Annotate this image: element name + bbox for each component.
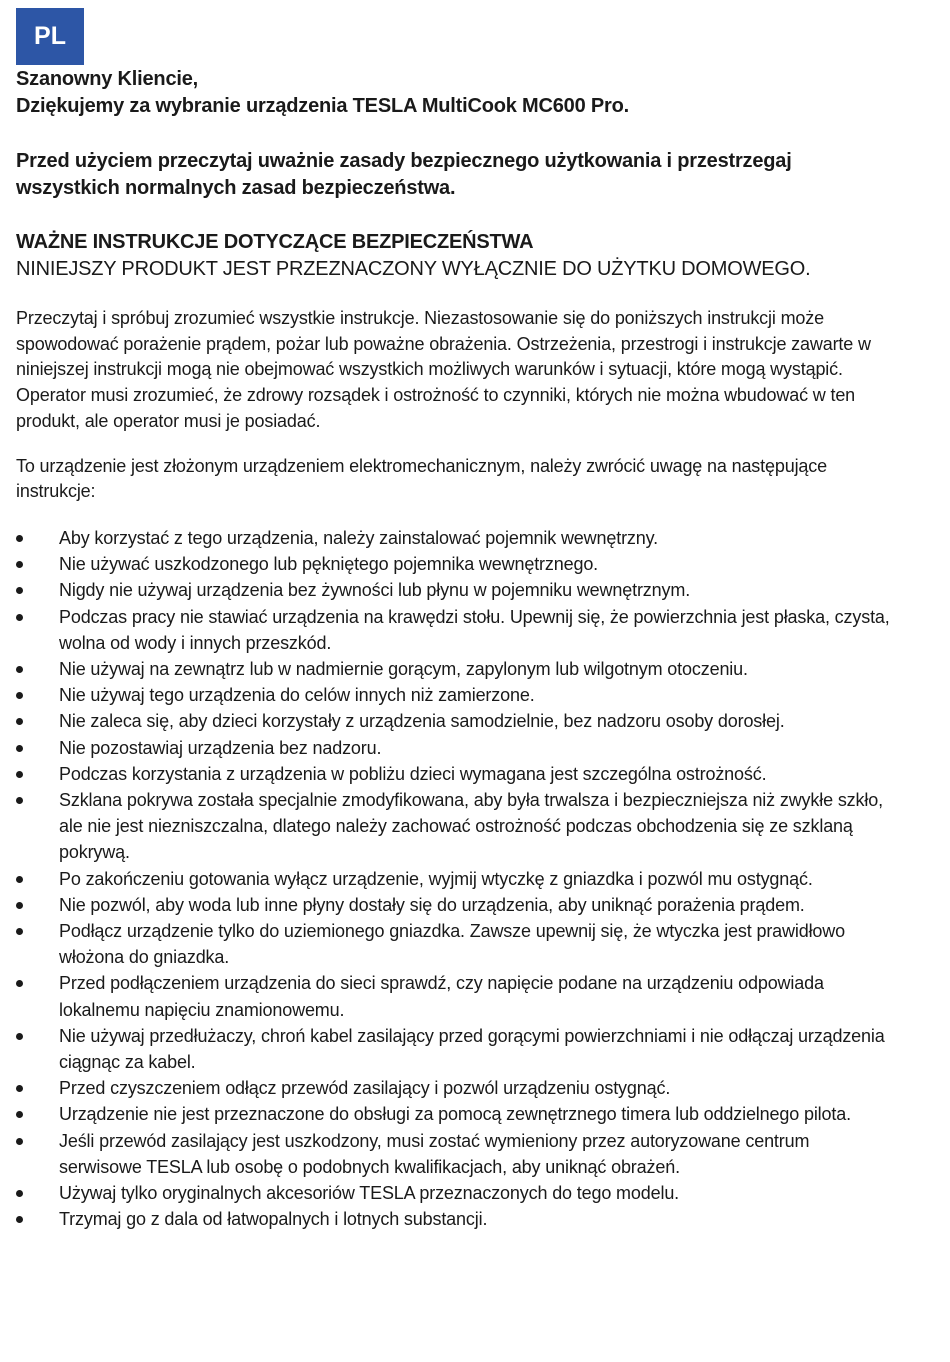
list-item-text: Nie zaleca się, aby dzieci korzystały z urządzenia samodzielnie, bez nadzoru osoby dorosłej. xyxy=(59,711,785,732)
list-item-text: Trzymaj go z dala od łatwopalnych i lotnych substancji. xyxy=(59,1209,488,1230)
list-item xyxy=(16,761,896,787)
list-item xyxy=(16,735,896,761)
list-item-text: Nie pozostawiaj urządzenia bez nadzoru. xyxy=(59,737,382,758)
list-item-text: Przed podłączeniem urządzenia do sieci sprawdź, czy napięcie podane na urządzeniu odpowiada lokalnemu napięciu znamionowemu. xyxy=(59,973,824,1020)
list-item xyxy=(16,1101,896,1127)
list-item-text: Nigdy nie używaj urządzenia bez żywności lub płynu w pojemniku wewnętrznym. xyxy=(59,580,691,601)
language-badge: PL xyxy=(16,8,84,65)
list-item-text: Nie pozwól, aby woda lub inne płyny dostały się do urządzenia, aby uniknąć porażenia prądem. xyxy=(59,894,805,915)
bullet-icon xyxy=(16,1138,23,1145)
bullet-icon xyxy=(16,1216,23,1223)
bullet-icon xyxy=(16,928,23,935)
bullet-icon xyxy=(16,876,23,883)
list-item xyxy=(16,1206,896,1232)
list-item xyxy=(16,1180,896,1206)
list-item-text: Nie używaj na zewnątrz lub w nadmiernie gorącym, zapylonym lub wilgotnym otoczeniu. xyxy=(59,658,748,679)
greeting xyxy=(16,66,896,120)
greeting-salutation: Szanowny Kliencie, xyxy=(16,68,199,90)
list-item-text: Nie używaj przedłużaczy, chroń kabel zasilający przed gorącymi powierzchniami i nie odłączaj urządzenia ciągnąc za kabel. xyxy=(59,1025,885,1072)
list-item xyxy=(16,708,896,734)
list-item-text: Aby korzystać z tego urządzenia, należy zainstalować pojemnik wewnętrzny. xyxy=(59,527,659,548)
bullet-icon xyxy=(16,666,23,673)
bullet-icon xyxy=(16,587,23,594)
greeting-thanks: Dziękujemy za wybranie urządzenia TESLA MultiCook MC600 Pro. xyxy=(16,95,629,117)
bullet-icon xyxy=(16,692,23,699)
instructions-paragraph: Przeczytaj i spróbuj zrozumieć wszystkie instrukcje. Niezastosowanie się do poniższych instrukcji może spowodować porażenie prądem, pożar lub poważne obrażenia. Ostrzeżenia, przestrogi i instrukcje zawarte w niniejszej instrukcji mogą nie obejmować wszystkich możliwych warunków i sytuacji, które mogą wystąpić. Operator musi zrozumieć, że zdrowy rozsądek i ostrożność to czynniki, których nie można wbudować w ten produkt, ale operator musi je posiadać. xyxy=(16,308,871,431)
bullet-icon xyxy=(16,718,23,725)
bullet-icon xyxy=(16,535,23,542)
list-item xyxy=(16,682,896,708)
list-item xyxy=(16,551,896,577)
bullet-icon xyxy=(16,902,23,909)
intro-text: Przed użyciem przeczytaj uważnie zasady bezpiecznego użytkowania i przestrzegaj wszystkich normalnych zasad bezpieczeństwa. xyxy=(16,150,792,199)
list-item xyxy=(16,970,896,1022)
list-item xyxy=(16,1023,896,1075)
device-paragraph: To urządzenie jest złożonym urządzeniem elektromechanicznym, należy zwrócić uwagę na następujące instrukcje: xyxy=(16,455,828,502)
bullet-icon xyxy=(16,771,23,778)
list-item-text: Podczas korzystania z urządzenia w pobliżu dzieci wymagana jest szczególna ostrożność. xyxy=(59,763,767,784)
list-item-text: Po zakończeniu gotowania wyłącz urządzenie, wyjmij wtyczkę z gniazdka i pozwól mu ostygnąć. xyxy=(59,868,813,889)
bullet-icon xyxy=(16,745,23,752)
list-item xyxy=(16,656,896,682)
list-item-text: Szklana pokrywa została specjalnie zmodyfikowana, aby była trwalsza i bezpieczniejsza niż zwykłe szkło, ale nie jest niezniszczalna, dlatego należy zachować ostrożność podczas obchodzenia się ze szklaną pokrywą. xyxy=(59,789,883,863)
safety-subheading: NINIEJSZY PRODUKT JEST PRZEZNACZONY WYŁĄCZNIE DO UŻYTKU DOMOWEGO. xyxy=(16,258,811,280)
list-item-text: Podczas pracy nie stawiać urządzenia na krawędzi stołu. Upewnij się, że powierzchnia jest płaska, czysta, wolna od wody i innych przeszkód. xyxy=(59,606,890,653)
safety-heading: WAŻNE INSTRUKCJE DOTYCZĄCE BEZPIECZEŃSTWA xyxy=(16,231,534,253)
list-item xyxy=(16,892,896,918)
list-item-text: Jeśli przewód zasilający jest uszkodzony, musi zostać wymieniony przez autoryzowane centrum serwisowe TESLA lub osobę o podobnych kwalifikacjach, aby uniknąć obrażeń. xyxy=(59,1130,810,1177)
list-item-text: Nie używaj tego urządzenia do celów innych niż zamierzone. xyxy=(59,685,535,706)
list-item xyxy=(16,1075,896,1101)
list-item xyxy=(16,1128,896,1180)
list-item-text: Podłącz urządzenie tylko do uziemionego gniazdka. Zawsze upewnij się, że wtyczka jest prawidłowo włożona do gniazdka. xyxy=(59,920,846,968)
safety-rules-list xyxy=(16,525,896,1232)
list-item-text: Nie używać uszkodzonego lub pękniętego pojemnika wewnętrznego. xyxy=(59,554,599,575)
list-item xyxy=(16,918,896,970)
bullet-icon xyxy=(16,1190,23,1197)
bullet-icon xyxy=(16,1111,23,1118)
list-item xyxy=(16,866,896,892)
list-item xyxy=(16,604,896,656)
list-item xyxy=(16,525,896,551)
list-item xyxy=(16,577,896,603)
list-item-text: Używaj tylko oryginalnych akcesoriów TESLA przeznaczonych do tego modelu. xyxy=(59,1183,680,1203)
document-body xyxy=(16,66,896,1232)
bullet-icon xyxy=(16,561,23,568)
list-item-text: Przed czyszczeniem odłącz przewód zasilający i pozwól urządzeniu ostygnąć. xyxy=(59,1078,671,1099)
bullet-icon xyxy=(16,797,23,804)
bullet-icon xyxy=(16,614,23,621)
bullet-icon xyxy=(16,980,23,987)
bullet-icon xyxy=(16,1033,23,1040)
list-item-text: Urządzenie nie jest przeznaczone do obsługi za pomocą zewnętrznego timera lub oddzielnego pilota. xyxy=(59,1104,851,1125)
bullet-icon xyxy=(16,1085,23,1092)
list-item xyxy=(16,787,896,866)
